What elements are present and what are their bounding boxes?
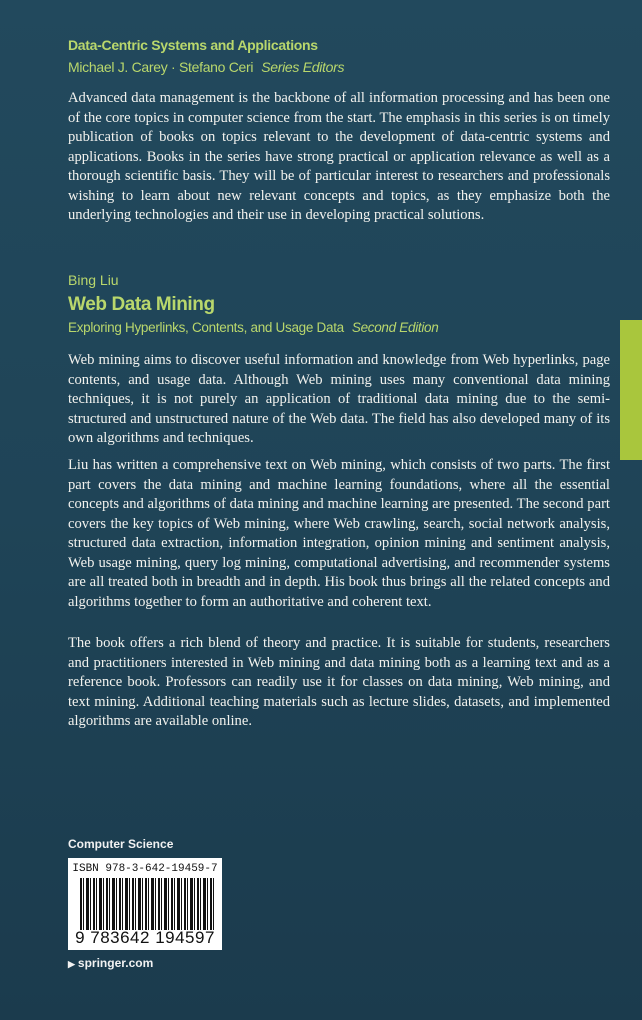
book-author: Bing Liu — [68, 272, 119, 288]
barcode-digits: 9 783642 194597 — [75, 928, 215, 947]
edition: Second Edition — [351, 320, 439, 335]
editors-names: Michael J. Carey · Stefano Ceri — [68, 59, 254, 75]
book-title: Web Data Mining — [68, 294, 215, 315]
blurb-paragraph-3: The book offers a rich blend of theory and practice. It is suitable for students, researchers and practitioners interested in Web mining and data mining both as a learning text and as a reference book. Professors can readily use it for classes on data mining, Web mining, and text mining. Additional teaching materials such as lecture slides, datasets, and implemented algorithms are available online. — [68, 635, 610, 729]
series-editors — [68, 59, 610, 75]
blurb-paragraph-2: Liu has written a comprehensive text on Web mining, which consists of two parts. The first part covers the data mining and machine learning foundations, where all the essential concepts and algorithms of data mining and machine learning are presented. The second part covers the key topics of Web mining, where Web crawling, search, social network analysis, structured data extraction, information integration, opinion mining and sentiment analysis, Web usage mining, query log mining, computational advertising, and recommender systems are all treated both in breadth and in depth. His book thus brings all the related concepts and algorithms together to form an authoritative and coherent text. — [68, 457, 610, 610]
series-description: Advanced data management is the backbone of all information processing and has been one of the core topics in computer science from the start. The emphasis in this series is on timely publication of books on topics relevant to the development of data-centric systems and applications. Books in the series have strong practical or application relevance as well as a thorough scientific basis. They will be of particular interest to researchers and professionals wishing to learn about new relevant concepts and topics, as they emphasize both the underlying technologies and their use in developing practical solutions. — [68, 90, 610, 223]
arrow-icon: ▶ — [68, 959, 75, 969]
springer-link[interactable] — [68, 956, 153, 970]
series-title: Data-Centric Systems and Applications — [68, 37, 318, 53]
editors-role: Series Editors — [261, 59, 345, 75]
color-tab — [620, 320, 642, 460]
isbn-text: ISBN 978-3-642-19459-7 — [72, 863, 218, 875]
category-label: Computer Science — [68, 837, 174, 851]
subtitle-text: Exploring Hyperlinks, Contents, and Usage Data — [68, 320, 344, 335]
isbn-barcode — [68, 858, 222, 950]
barcode-bars — [80, 878, 216, 930]
blurb-paragraph-1: Web mining aims to discover useful information and knowledge from Web hyperlinks, page contents, and usage data. Although Web mining uses many conventional data mining techniques, it is not purely an application of traditional data mining due to the semi-structured and unstructured nature of the Web data. The field has also developed many of its own algorithms and techniques. — [68, 352, 610, 446]
website-text: springer.com — [77, 956, 154, 970]
book-subtitle — [68, 320, 610, 335]
